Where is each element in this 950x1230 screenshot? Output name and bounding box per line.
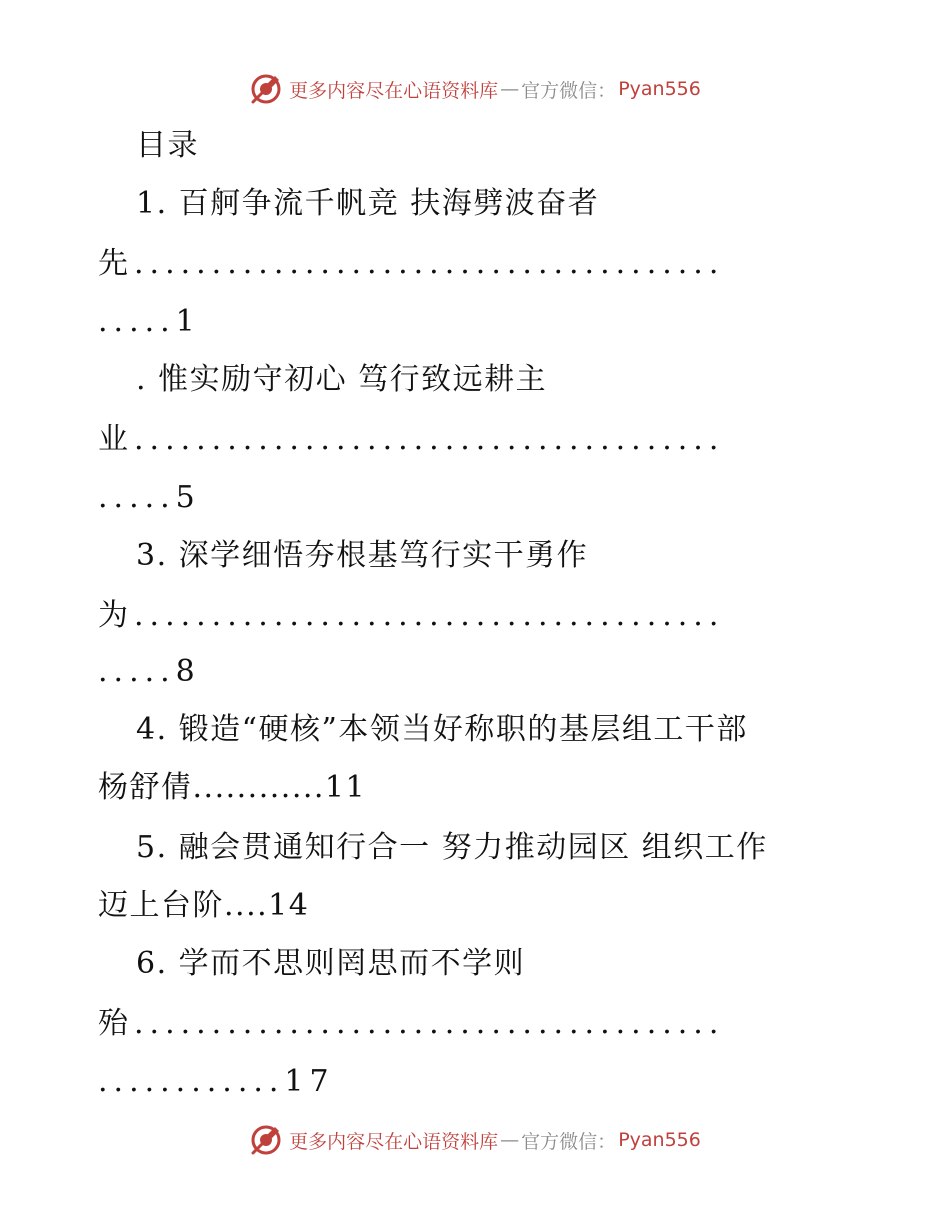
pen-logo-icon — [249, 72, 283, 106]
toc-line: 业...................................... — [98, 422, 725, 457]
watermark-wechat-label: 官方微信： — [521, 79, 617, 102]
toc-line: 5. 融会贯通知行合一 努力推动园区 组织工作 — [136, 830, 768, 865]
toc-line: 4. 锻造“硬核”本领当好称职的基层组工干部 — [136, 712, 748, 747]
pen-logo-icon — [249, 1123, 283, 1157]
toc-line: .....5 — [98, 480, 201, 515]
toc-title: 目录 — [136, 128, 199, 163]
watermark-footer — [0, 1123, 950, 1157]
toc-line: .....1 — [98, 304, 201, 339]
toc-line: 先...................................... — [98, 246, 725, 281]
toc-line: 6. 学而不思则罔思而不学则 — [136, 946, 526, 981]
toc-line: 3. 深学细悟夯根基笃行实干勇作 — [136, 538, 589, 573]
watermark-text: 更多内容尽在心语资料库 — [289, 79, 499, 102]
toc-line: 殆...................................... — [98, 1006, 725, 1041]
toc-line: 为...................................... — [98, 598, 725, 633]
toc-line: .....8 — [98, 654, 201, 689]
watermark-separator: — — [500, 78, 520, 100]
toc-line: ............17 — [98, 1064, 335, 1099]
watermark-wechat-label: 官方微信： — [521, 1130, 617, 1153]
toc-line: . 惟实励守初心 笃行致远耕主 — [136, 362, 548, 397]
toc-line: 1. 百舸争流千帆竞 扶海劈波奋者 — [136, 186, 600, 221]
watermark-header — [0, 72, 950, 106]
watermark-separator: — — [500, 1129, 520, 1151]
watermark-account: Pyan556 — [618, 78, 701, 100]
toc-line: 迈上台阶....14 — [98, 888, 310, 923]
toc-line: 杨舒倩............11 — [98, 770, 367, 805]
watermark-text: 更多内容尽在心语资料库 — [289, 1130, 499, 1153]
watermark-account: Pyan556 — [618, 1129, 701, 1151]
